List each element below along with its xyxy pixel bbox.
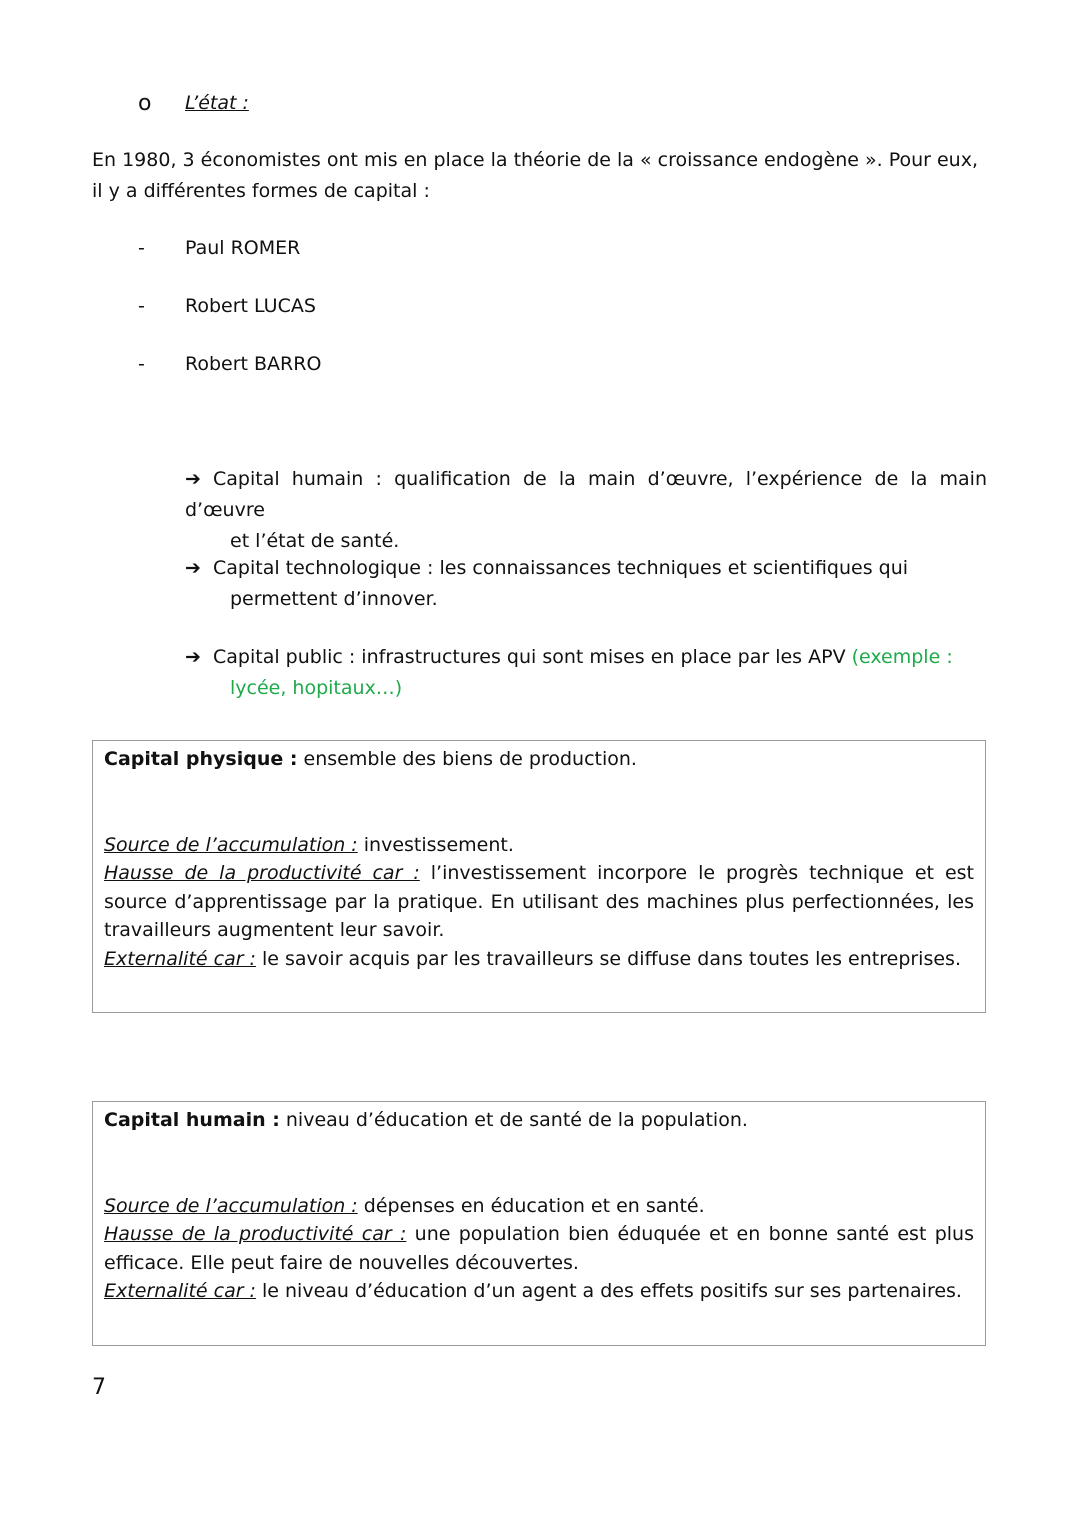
list-dash: - — [138, 237, 145, 259]
source-label: Source de l’accumulation : — [104, 1194, 358, 1217]
intro-paragraph: En 1980, 3 économistes ont mis en place la théorie de la « croissance endogène ». Pour eux, il y a différentes formes de capital : — [92, 149, 979, 202]
list-dash: - — [138, 353, 145, 375]
capital-item-technologique — [185, 553, 987, 615]
box-definition: niveau d’éducation et de santé de la population. — [279, 1109, 748, 1131]
productivity-text: l’investissement incorpore le progrès technique et est source d’apprentissage par la pratique. En utilisant des machines plus perfectionnées, les travailleurs augmentent leur savoir. — [104, 862, 974, 941]
example-text: (exemple : — [851, 646, 953, 668]
capital-text: Capital technologique : les connaissances techniques et scientifiques qui — [213, 557, 909, 579]
example-text-cont: lycée, hopitaux…) — [230, 677, 403, 699]
externality-label: Externalité car : — [104, 1280, 256, 1302]
productivity-label: Hausse de la productivité car : — [104, 862, 420, 884]
arrow-icon: ➔ — [185, 468, 201, 490]
box-definition: ensemble des biens de production. — [297, 748, 637, 770]
box-term: Capital humain : — [104, 1109, 280, 1131]
box-term: Capital physique : — [104, 748, 298, 770]
economist-name: Robert LUCAS — [185, 295, 316, 317]
list-dash: - — [138, 295, 145, 317]
section-title: L’état : — [185, 92, 249, 114]
externality-text: le niveau d’éducation d’un agent a des effets positifs sur ses partenaires. — [255, 1280, 962, 1302]
page-number: 7 — [92, 1375, 106, 1400]
capital-text-cont: et l’état de santé. — [230, 530, 400, 552]
economist-name: Robert BARRO — [185, 353, 322, 375]
definition-box-capital-humain — [92, 1101, 986, 1346]
productivity-text: une population bien éduquée et en bonne santé est plus efficace. Elle peut faire de nouvelles découvertes. — [104, 1223, 974, 1274]
capital-item-public — [185, 642, 987, 704]
productivity-label: Hausse de la productivité car : — [104, 1223, 407, 1245]
capital-text-cont: permettent d’innover. — [230, 588, 438, 610]
externality-text: le savoir acquis par les travailleurs se diffuse dans toutes les entreprises. — [255, 947, 961, 970]
arrow-icon: ➔ — [185, 646, 201, 668]
economist-name: Paul ROMER — [185, 237, 301, 259]
arrow-icon: ➔ — [185, 557, 201, 579]
source-text: investissement. — [357, 833, 514, 856]
section-bullet: o — [138, 91, 152, 116]
source-text: dépenses en éducation et en santé. — [357, 1194, 705, 1217]
capital-text: Capital humain : qualification de la main d’œuvre, l’expérience de la main d’œuvre — [185, 468, 987, 521]
externality-label: Externalité car : — [104, 947, 256, 970]
definition-box-capital-physique — [92, 740, 986, 1013]
capital-item-humain — [185, 464, 987, 557]
source-label: Source de l’accumulation : — [104, 833, 358, 856]
capital-text: Capital public : infrastructures qui sont mises en place par les APV — [213, 646, 846, 668]
